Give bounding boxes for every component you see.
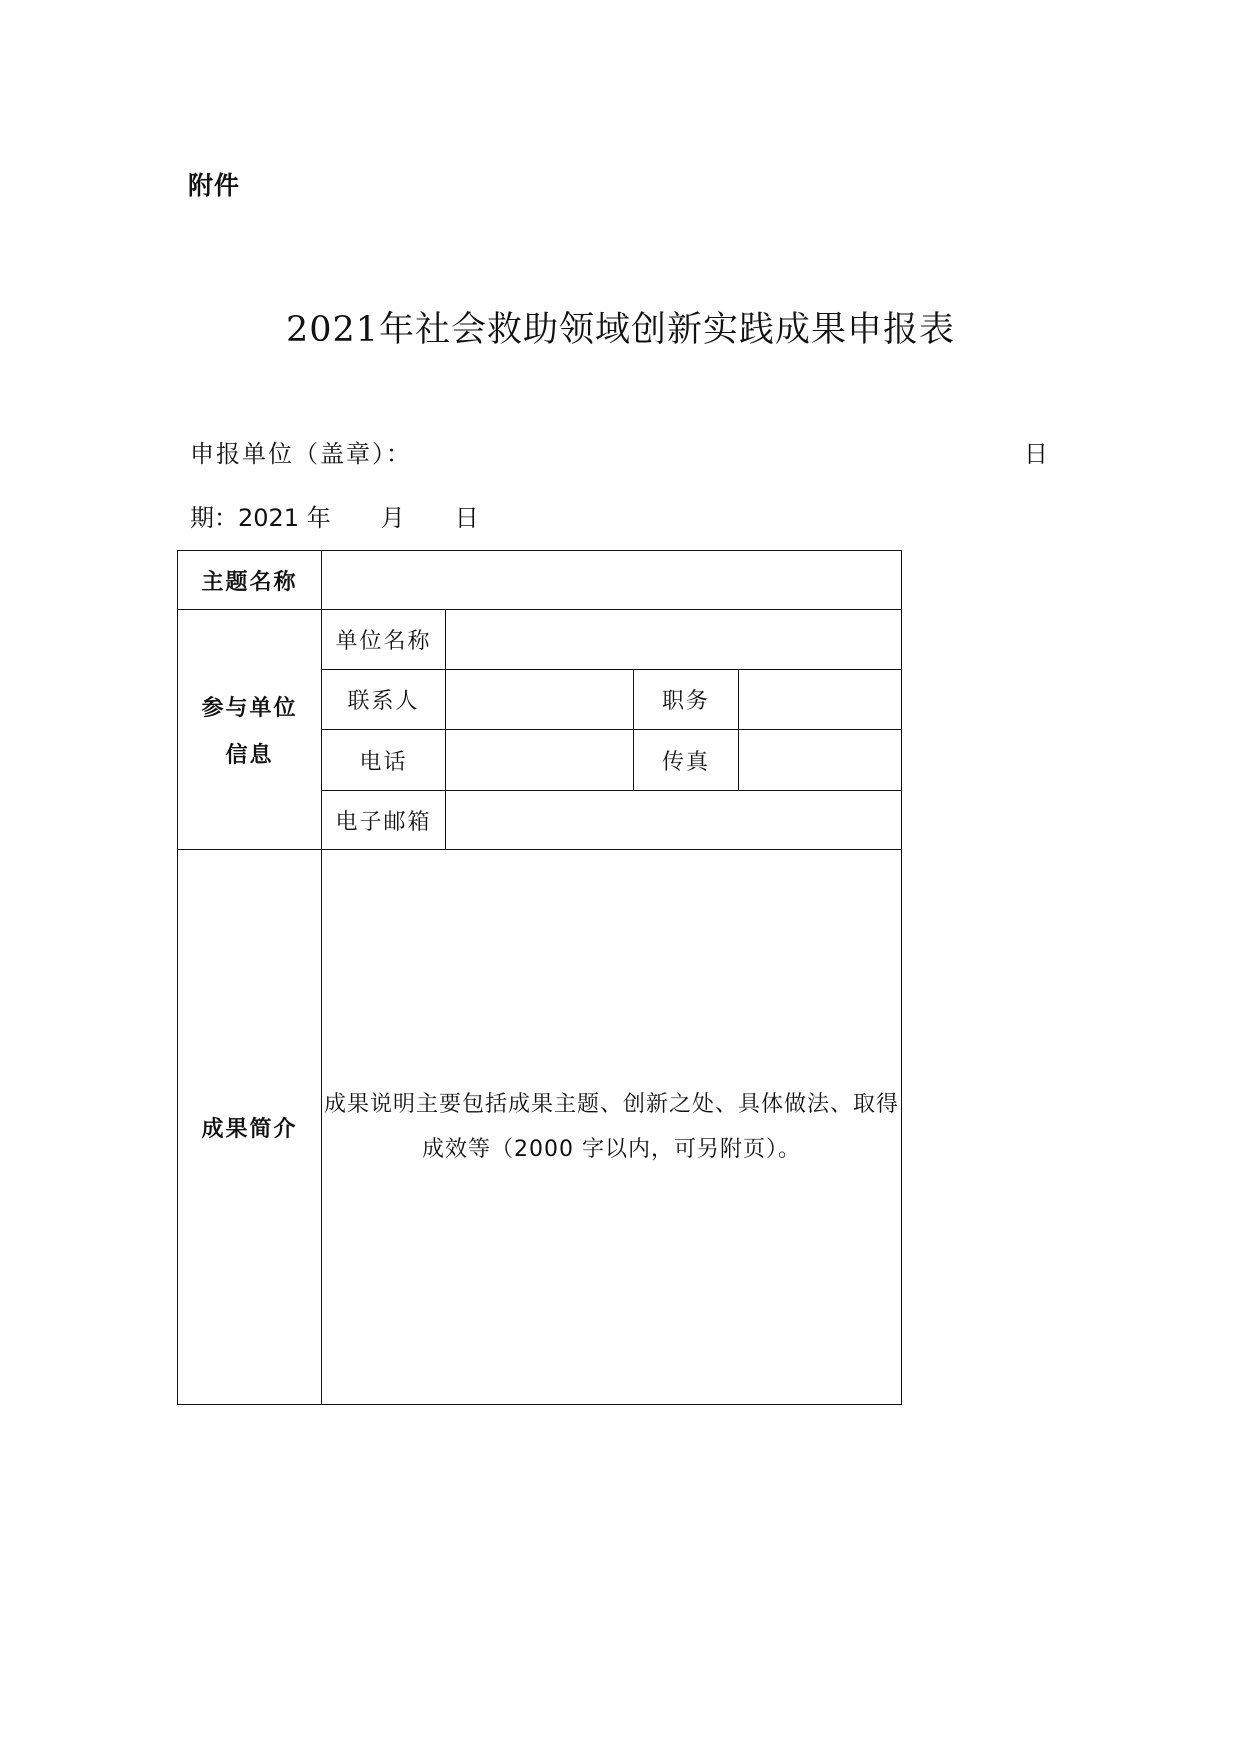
unit-name-field[interactable] bbox=[446, 610, 902, 670]
position-label: 职务 bbox=[634, 670, 739, 730]
position-field[interactable] bbox=[739, 670, 902, 730]
fax-field[interactable] bbox=[739, 730, 902, 791]
summary-field[interactable] bbox=[322, 850, 902, 1405]
applicant-line bbox=[190, 434, 1050, 469]
contact-label: 联系人 bbox=[322, 670, 446, 730]
attachment-label: 附件 bbox=[188, 171, 241, 200]
summary-instruction-text: 成果说明主要包括成果主题、创新之处、具体做法、取得成效等（2000 字以内，可另附页）。 bbox=[323, 1092, 899, 1162]
date-day-label: 日 bbox=[454, 504, 479, 532]
phone-label: 电话 bbox=[322, 730, 446, 791]
table-row bbox=[178, 850, 902, 1405]
participant-info-label bbox=[178, 610, 322, 850]
table-row bbox=[178, 610, 902, 670]
date-year-label: 期：2021 年 bbox=[190, 504, 331, 532]
phone-field[interactable] bbox=[446, 730, 634, 791]
participant-info-label-line1: 参与单位 bbox=[201, 695, 298, 721]
fax-label: 传真 bbox=[634, 730, 739, 791]
theme-name-label: 主题名称 bbox=[178, 551, 322, 610]
email-field[interactable] bbox=[446, 791, 902, 850]
date-prefix-char: 日 bbox=[1024, 440, 1050, 468]
summary-label: 成果简介 bbox=[178, 850, 322, 1405]
theme-name-field[interactable] bbox=[322, 551, 902, 610]
unit-name-label: 单位名称 bbox=[322, 610, 446, 670]
document-title: 2021年社会救助领域创新实践成果申报表 bbox=[285, 310, 956, 350]
participant-info-label-line2: 信息 bbox=[225, 742, 274, 768]
table-row bbox=[178, 551, 902, 610]
date-month-label: 月 bbox=[380, 504, 405, 532]
contact-field[interactable] bbox=[446, 670, 634, 730]
date-line bbox=[190, 498, 479, 533]
application-form-table bbox=[177, 550, 902, 1405]
email-label: 电子邮箱 bbox=[322, 791, 446, 850]
applicant-unit-label: 申报单位（盖章）： bbox=[190, 440, 412, 468]
